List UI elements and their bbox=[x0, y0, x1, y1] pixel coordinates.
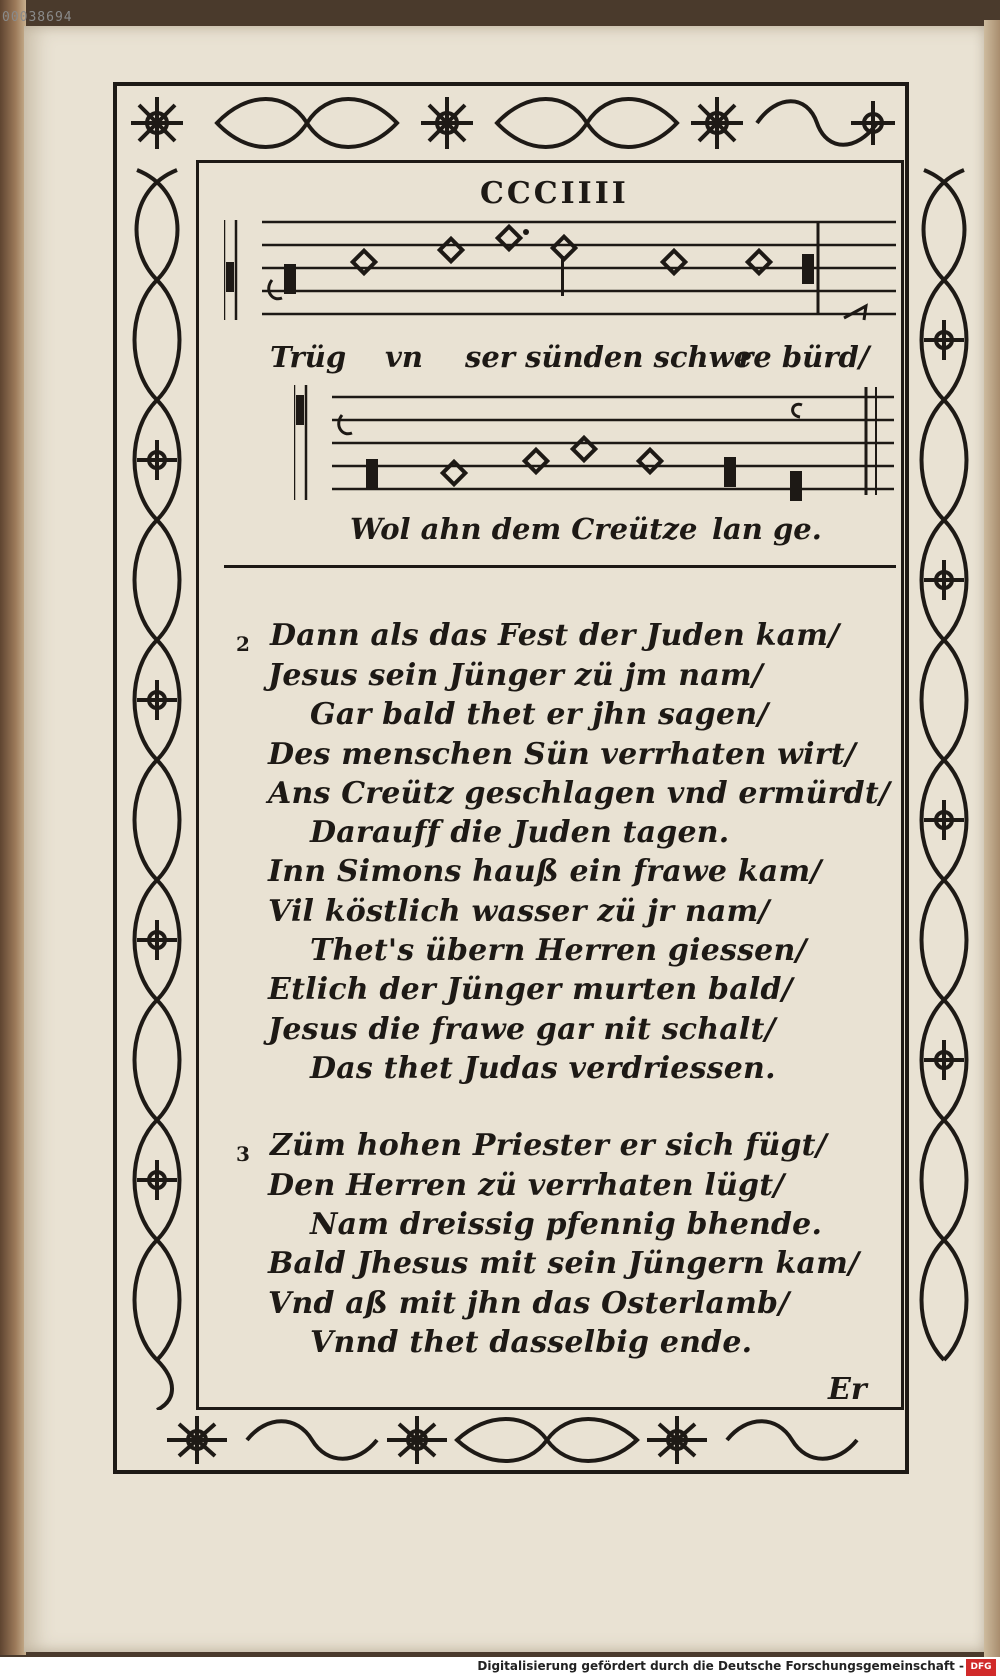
verse-line: Dann als das Fest der Juden kam/ bbox=[270, 618, 840, 653]
verse-line: Vnd aß mit jhn das Osterlamb/ bbox=[268, 1286, 790, 1321]
verse-line: Thet's übern Herren giessen/ bbox=[310, 933, 807, 968]
book-edge-right bbox=[984, 20, 1000, 1660]
folio-number: CCCIIII bbox=[480, 176, 629, 211]
lyric-syllable: Trüg bbox=[270, 340, 347, 374]
funding-credit: Digitalisierung gefördert durch die Deutsche Forschungsgemeinschaft - bbox=[477, 1659, 964, 1673]
lyric-syllable: ser sünden schwe bbox=[465, 340, 753, 374]
verse-line: Gar bald thet er jhn sagen/ bbox=[310, 697, 769, 732]
verse-line: Des menschen Sün verrhaten wirt/ bbox=[268, 737, 856, 772]
book-edge-left bbox=[0, 0, 26, 1655]
verse-line: Züm hohen Priester er sich fügt/ bbox=[270, 1128, 827, 1163]
verse-line: Inn Simons hauß ein frawe kam/ bbox=[268, 854, 822, 889]
verse-number: 2 bbox=[236, 632, 250, 656]
verse-number: 3 bbox=[236, 1142, 250, 1166]
verse-line: Den Herren zü verrhaten lügt/ bbox=[268, 1168, 785, 1203]
lyric-syllable: re bürd/ bbox=[738, 340, 870, 374]
dfg-logo: DFG bbox=[966, 1659, 996, 1676]
verse-line: Jesus sein Jünger zü jm nam/ bbox=[268, 658, 763, 693]
ornament-border-right bbox=[904, 160, 983, 1410]
verse-line: Das thet Judas verdriessen. bbox=[310, 1051, 776, 1086]
verse-line: Bald Jhesus mit sein Jüngern kam/ bbox=[268, 1246, 860, 1281]
verse-line: Vil köstlich wasser zü jr nam/ bbox=[268, 894, 770, 929]
lyric-syllable: Wol ahn dem Creütze bbox=[350, 512, 698, 546]
scan-id: 00038694 bbox=[2, 10, 73, 25]
music-staff-1 bbox=[224, 210, 896, 330]
verse-line: Ans Creütz geschlagen vnd ermürdt/ bbox=[268, 776, 891, 811]
footer-bar bbox=[0, 1657, 1000, 1679]
section-rule bbox=[224, 565, 896, 568]
verse-line: Vnnd thet dasselbig ende. bbox=[310, 1325, 753, 1360]
verse-line: Etlich der Jünger murten bald/ bbox=[268, 972, 793, 1007]
lyric-syllable: lan ge. bbox=[712, 512, 822, 546]
music-staff-2 bbox=[294, 385, 894, 505]
verse-line: Nam dreissig pfennig bhende. bbox=[310, 1207, 823, 1242]
lyric-syllable: vn bbox=[385, 340, 423, 374]
verse-line: Darauff die Juden tagen. bbox=[310, 815, 730, 850]
catchword: Er bbox=[828, 1372, 867, 1407]
verse-line: Jesus die frawe gar nit schalt/ bbox=[268, 1012, 776, 1047]
